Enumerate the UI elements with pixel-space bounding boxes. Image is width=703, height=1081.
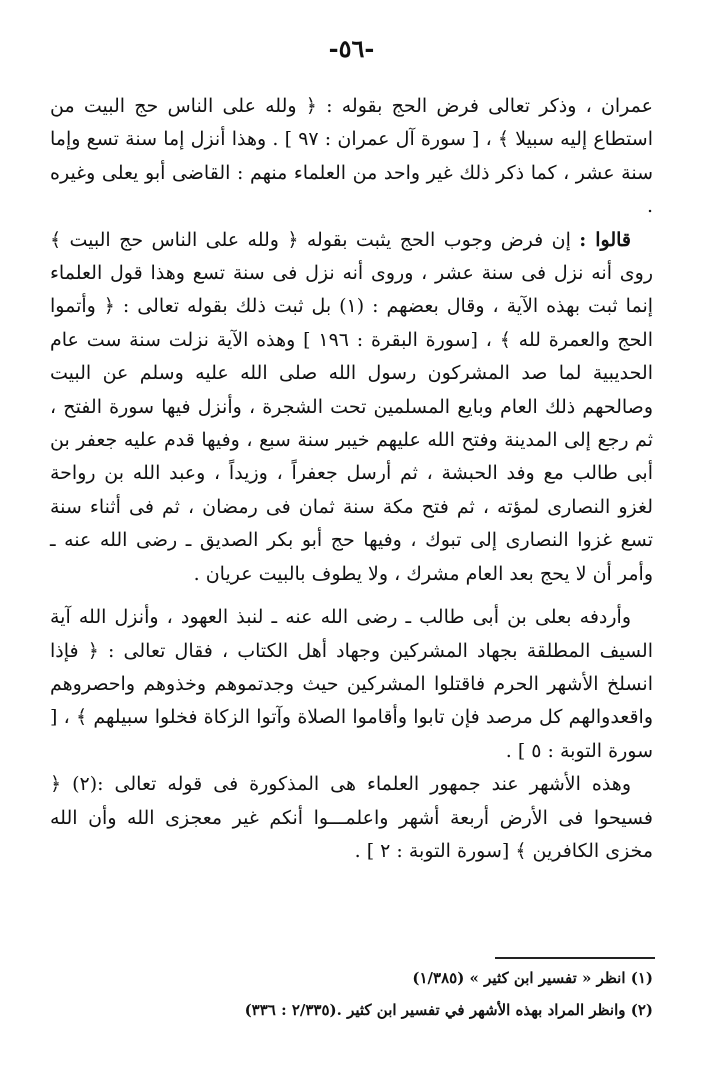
paragraph-lead-word: قالوا : <box>579 228 631 251</box>
paragraph-3: وأردفه بعلى بن أبى طالب ـ رضى الله عنه ـ لنبذ العهود ، وأنزل الله آية السيف المطلقة بجهاد المشركين وجهاد أهل الكتاب ، فقال تعالى : ﴿ فإذا انسلخ الأشهر الحرم فاقتلوا المشركين حيث وجدتموهم وخذوهم واحصروهم واقعدوالهم كل مرصد فإن تابوا وأقاموا الصلاة وآتوا الزكاة فخلوا سبيلهم ﴾ ، [ سورة التوبة : ٥ ] . <box>50 606 653 762</box>
page-number: -٥٦- <box>328 34 375 63</box>
body-text <box>50 90 653 868</box>
paragraph-2 <box>50 224 653 591</box>
footnotes <box>50 962 653 1026</box>
footnote-2: (٢) وانظر المراد بهذه الأشهر في تفسير ابن كثير .(٢/٣٣٥ : ٣٣٦) <box>244 1001 653 1019</box>
paragraph-2-text: إن فرض وجوب الحج يثبت بقوله ﴿ ولله على الناس حج البيت ﴾ روى أنه نزل فى سنة عشر ، وروى أنه نزل فى سنة تسع وهذا قول العلماء إنما ثبت بهذه الآية ، وقال بعضهم : (١) بل ثبت ذلك بقوله تعالى : ﴿ وأتموا الحج والعمرة لله ﴾ ، [سورة البقرة : ١٩٦ ] وهذه الآية نزلت سنة ست عام الحديبية لما صد المشركون رسول الله صلى الله عليه وسلم عن البيت وصالحهم ذلك العام وبايع المسلمين تحت الشجرة ، وأنزل فيها سورة الفتح ، ثم رجع إلى المدينة وفتح الله عليهم خيبر سنة سبع ، وفيها قدم عليه جعفر بن أبى طالب مع وفد الحبشة ، ثم أرسل جعفراً ، وزيداً ، وعبد الله بن رواحة لغزو النصارى لمؤته ، ثم فتح مكة سنة ثمان فى رمضان ، ثم فى أثناء سنة تسع غزوا النصارى إلى تبوك ، وفيها حج أبو بكر الصديق ـ رضى الله عنه ـ وأمر أن لا يحج بعد العام مشرك ، ولا يطوف بالبيت عريان . <box>50 228 654 585</box>
paragraph-1: عمران ، وذكر تعالى فرض الحج بقوله : ﴿ ولله على الناس حج البيت من استطاع إليه سبيلا ﴾ ، [ سورة آل عمران : ٩٧ ] . وهذا أنزل إما سنة تسع وإما سنة عشر ، كما ذكر ذلك غير واحد من العلماء منهم : القاضى أبو يعلى وغيره . <box>50 95 653 218</box>
footnote-1: (١) انظر « تفسير ابن كثير » (١/٣٨٥) <box>412 969 653 987</box>
footnote-separator <box>495 957 655 959</box>
paragraph-4: وهذه الأشهر عند جمهور العلماء هى المذكورة فى قوله تعالى :(٢) ﴿ فسيحوا فى الأرض أربعة أشهر واعلمـــوا أنكم غير معجزى الله وأن الله مخزى الكافرين ﴾ [سورة التوبة : ٢ ] . <box>50 773 653 862</box>
